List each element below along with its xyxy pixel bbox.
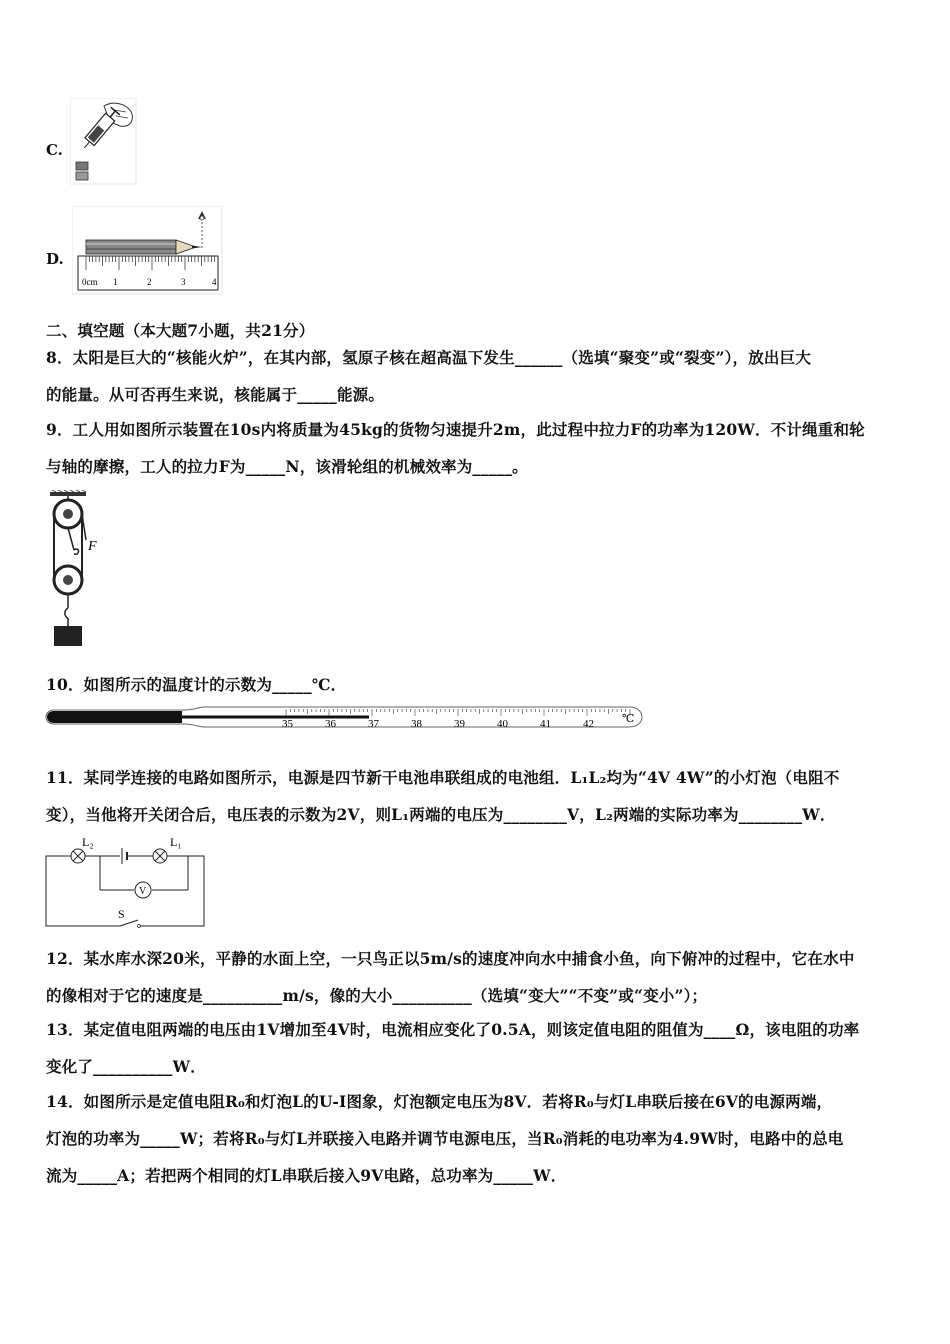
ruler-label-4: 4: [212, 277, 217, 287]
thermo-label-40: 40: [497, 718, 508, 730]
voltmeter-label: V: [139, 886, 147, 897]
q11-line1: 11．某同学连接的电路如图所示，电源是四节新干电池串联组成的电池组．L₁L₂均为“4V 4W”的小灯泡（电阻不: [46, 768, 840, 787]
ruler-label-0: 0cm: [82, 277, 98, 287]
thermo-label-38: 38: [411, 718, 422, 730]
q14-line1: 14．如图所示是定值电阻R₀和灯泡L的U-I图象，灯泡额定电压为8V．若将R₀与灯L串联后接在6V的电源两端，: [46, 1092, 833, 1111]
thermo-label-42: 42: [583, 718, 594, 730]
ruler-pencil-figure: [72, 206, 226, 298]
ruler-label-3: 3: [181, 277, 186, 287]
q14-line3: 流为_____A；若把两个相同的灯L串联后接入9V电路，总功率为_____W．: [46, 1166, 567, 1185]
q9-line1: 9．工人用如图所示装置在10s内将质量为45kg的货物匀速提升2m，此过程中拉力F的功率为120W．不计绳重和轮: [46, 420, 865, 439]
q9-line2: 与轴的摩擦，工人的拉力F为_____N，该滑轮组的机械效率为_____。: [46, 457, 528, 476]
q8-line1: 8．太阳是巨大的“核能火炉”，在其内部，氢原子核在超高温下发生______（选填“聚变”或“裂变”），放出巨大: [46, 348, 812, 367]
lamp-l1-label: L₁: [170, 835, 182, 849]
thermo-label-41: 41: [540, 718, 551, 730]
q13-line1: 13．某定值电阻两端的电压由1V增加至4V时，电流相应变化了0.5A，则该定值电阻的阻值为____Ω，该电阻的功率: [46, 1020, 860, 1039]
q12-line1: 12．某水库水深20米，平静的水面上空，一只鸟正以5m/s的速度冲向水中捕食小鱼，向下俯冲的过程中，它在水中: [46, 949, 855, 968]
q14-line2: 灯泡的功率为_____W；若将R₀与灯L并联接入电路并调节电源电压，当R₀消耗的电功率为4.9W时，电路中的总电: [46, 1129, 844, 1148]
q8-line2: 的能量。从可否再生来说，核能属于_____能源。: [46, 385, 385, 404]
force-label: F: [88, 539, 97, 554]
ruler-label-2: 2: [147, 277, 152, 287]
ruler-label-1: 1: [113, 277, 118, 287]
circuit-figure: [42, 832, 212, 930]
thermo-label-39: 39: [454, 718, 465, 730]
thermo-label-36: 36: [325, 718, 336, 730]
thermo-label-37: 37: [368, 718, 379, 730]
thermo-label-35: 35: [282, 718, 293, 730]
section-title: 二、填空题（本大题7小题，共21分）: [46, 321, 315, 340]
switch-label: S: [118, 907, 125, 921]
option-c-label: C.: [46, 141, 63, 159]
pulley-figure: [44, 490, 114, 650]
thermometer-figure: [44, 703, 644, 735]
q11-line2: 变），当他将开关闭合后，电压表的示数为2V，则L₁两端的电压为________V，L₂两端的实际功率为________W．: [46, 805, 836, 824]
q13-line2: 变化了__________W．: [46, 1057, 206, 1076]
q12-line2: 的像相对于它的速度是__________m/s，像的大小__________（选填“变大”“不变”或“变小”）；: [46, 986, 708, 1005]
thermo-unit: ℃: [622, 713, 635, 725]
option-d-label: D.: [46, 250, 64, 268]
lamp-l2-label: L₂: [82, 835, 94, 849]
q10-line1: 10．如图所示的温度计的示数为_____℃．: [46, 675, 347, 694]
syringe-figure: [70, 98, 138, 188]
